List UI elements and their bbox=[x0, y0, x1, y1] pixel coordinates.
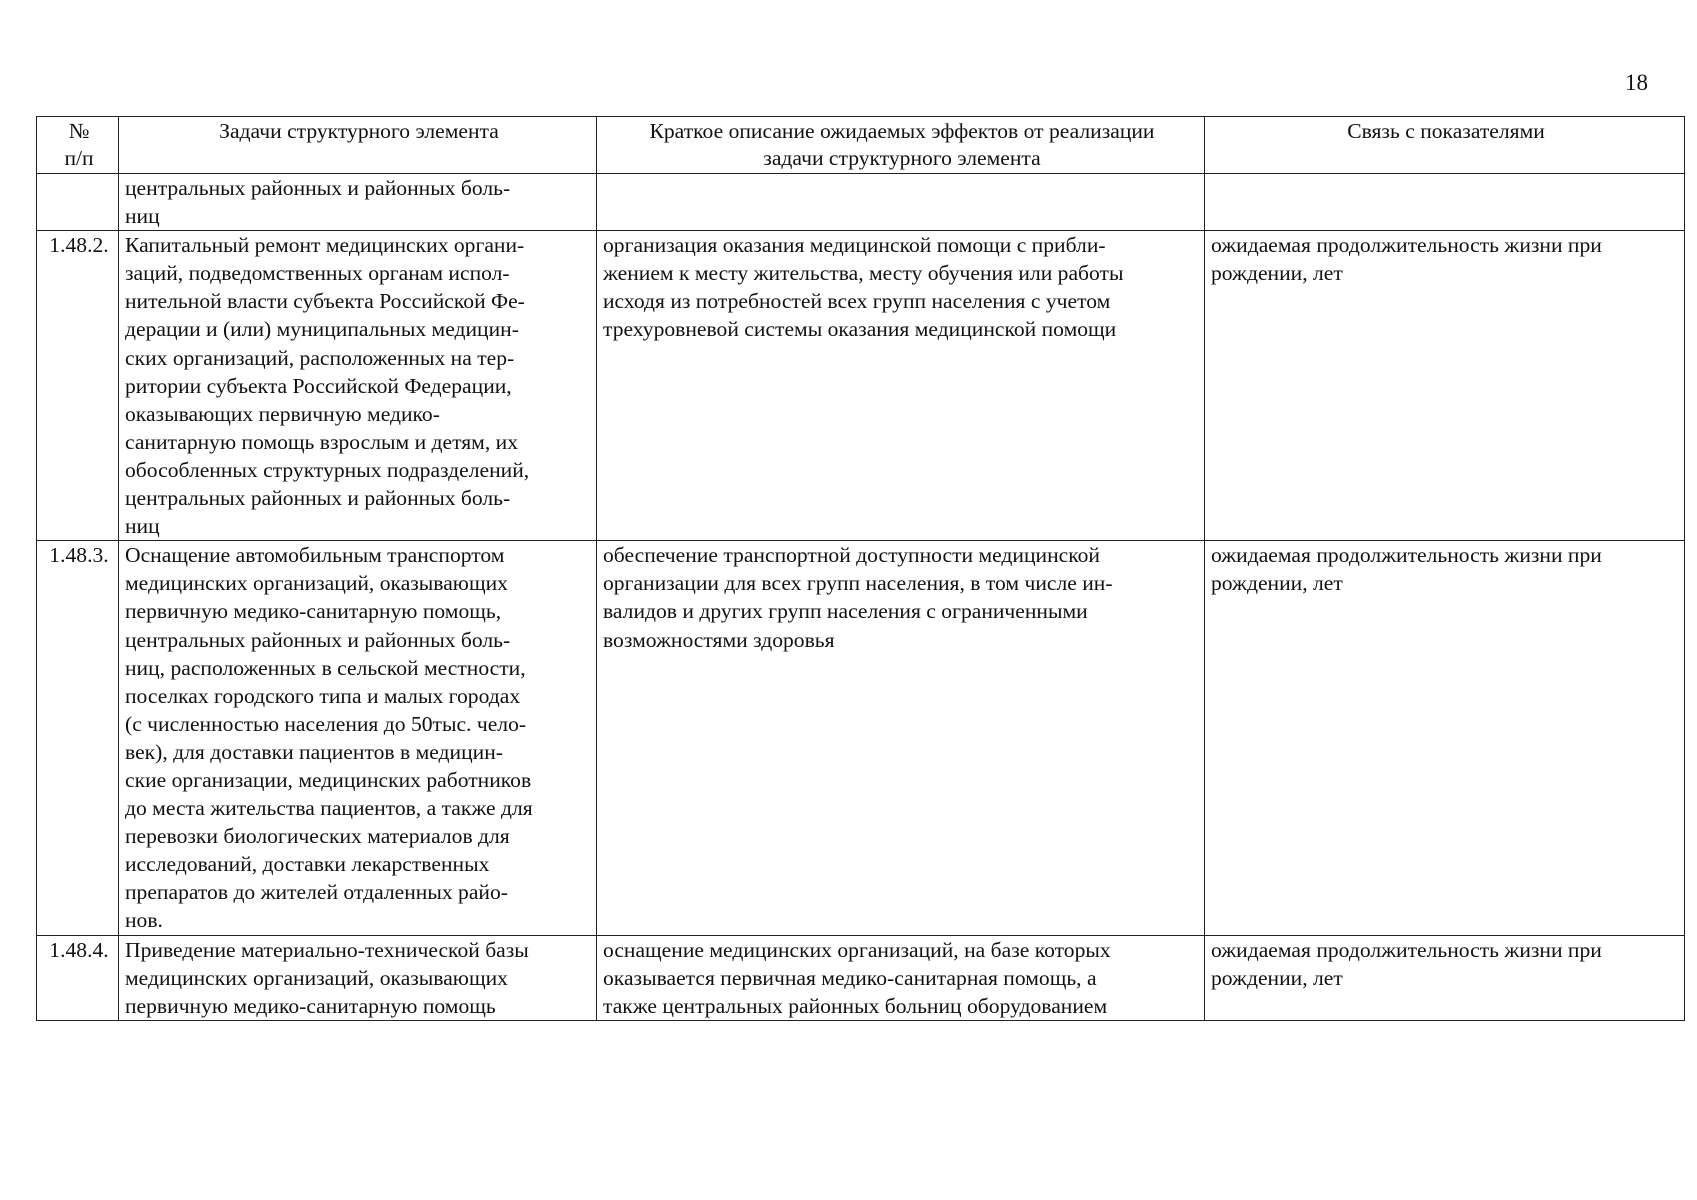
text-line: первичную медико-санитарную помощь bbox=[125, 993, 496, 1018]
text-line: препаратов до жителей отдаленных райо- bbox=[125, 880, 508, 905]
table-row bbox=[37, 174, 1685, 231]
effect-cell bbox=[597, 935, 1205, 1020]
text-line: п/п bbox=[64, 146, 94, 170]
text-line: ожидаемая продолжительность жизни при bbox=[1211, 937, 1602, 962]
text-line: ниц bbox=[125, 514, 160, 539]
text-line: ниц bbox=[125, 204, 160, 229]
text-line: рождении, лет bbox=[1211, 965, 1343, 990]
effect-cell bbox=[597, 541, 1205, 935]
text-line: Приведение материально-технической базы bbox=[125, 937, 529, 962]
text-line: ожидаемая продолжительность жизни при bbox=[1211, 543, 1602, 568]
text-line: исследований, доставки лекарственных bbox=[125, 852, 490, 877]
page-number: 18 bbox=[1625, 70, 1648, 95]
text-line: дерации и (или) муниципальных медицин- bbox=[125, 317, 519, 342]
row-number: 1.48.2. bbox=[37, 231, 119, 541]
text-line: Краткое описание ожидаемых эффектов от реализации bbox=[649, 119, 1155, 143]
text-line: оказывающих первичную медико- bbox=[125, 401, 440, 426]
text-line: до места жительства пациентов, а также для bbox=[125, 796, 533, 821]
text-line: Оснащение автомобильным транспортом bbox=[125, 543, 505, 568]
row-number bbox=[37, 174, 119, 231]
text-line: (с численностью населения до 50тыс. чело- bbox=[125, 711, 527, 736]
text-line: век), для доставки пациентов в медицин- bbox=[125, 739, 503, 764]
text-line: ритории субъекта Российской Федерации, bbox=[125, 373, 512, 398]
text-line: ские организации, медицинских работников bbox=[125, 767, 532, 792]
text-line: заций, подведомственных органам испол- bbox=[125, 261, 510, 286]
header-tasks bbox=[119, 117, 597, 174]
header-effects bbox=[597, 117, 1205, 174]
text-line: медицинских организаций, оказывающих bbox=[125, 571, 508, 596]
text-line: обособленных структурных подразделений, bbox=[125, 457, 530, 482]
text-line: жением к месту жительства, месту обучения или работы bbox=[603, 261, 1124, 286]
text-line: перевозки биологических материалов для bbox=[125, 824, 510, 849]
indicator-cell bbox=[1205, 935, 1685, 1020]
text-line: поселках городского типа и малых городах bbox=[125, 683, 521, 708]
text-line: организация оказания медицинской помощи с прибли- bbox=[603, 233, 1106, 258]
task-cell bbox=[119, 231, 597, 541]
text-line: возможностями здоровья bbox=[603, 627, 835, 652]
text-line: центральных районных и районных боль- bbox=[125, 627, 511, 652]
table-body bbox=[37, 174, 1685, 1021]
text-line: задачи структурного элемента bbox=[763, 146, 1041, 170]
text-line: обеспечение транспортной доступности медицинской bbox=[603, 543, 1100, 568]
task-cell bbox=[119, 935, 597, 1020]
row-number: 1.48.3. bbox=[37, 541, 119, 935]
task-cell bbox=[119, 174, 597, 231]
text-line: центральных районных и районных боль- bbox=[125, 176, 511, 200]
text-line: нов. bbox=[125, 908, 163, 933]
text-line: организации для всех групп населения, в том числе ин- bbox=[603, 571, 1113, 596]
text-line: Связь с показателями bbox=[1347, 119, 1545, 143]
text-line: также центральных районных больниц оборудованием bbox=[603, 993, 1108, 1018]
text-line: валидов и других групп населения с ограниченными bbox=[603, 599, 1088, 624]
structural-element-table bbox=[36, 116, 1685, 1021]
task-cell bbox=[119, 541, 597, 935]
text-line: исходя из потребностей всех групп населения с учетом bbox=[603, 289, 1111, 314]
text-line: медицинских организаций, оказывающих bbox=[125, 965, 508, 990]
header-num bbox=[37, 117, 119, 174]
text-line: рождении, лет bbox=[1211, 261, 1343, 286]
text-line: ожидаемая продолжительность жизни при bbox=[1211, 233, 1602, 258]
text-line: оказывается первичная медико-санитарная помощь, а bbox=[603, 965, 1097, 990]
text-line: Задачи структурного элемента bbox=[219, 119, 499, 143]
text-line: оснащение медицинских организаций, на базе которых bbox=[603, 937, 1111, 962]
text-line: ниц, расположенных в сельской местности, bbox=[125, 655, 526, 680]
row-number: 1.48.4. bbox=[37, 935, 119, 1020]
text-line: ских организаций, расположенных на тер- bbox=[125, 345, 515, 370]
text-line: первичную медико-санитарную помощь, bbox=[125, 599, 502, 624]
text-line: Капитальный ремонт медицинских органи- bbox=[125, 233, 525, 258]
text-line: № bbox=[68, 119, 90, 143]
effect-cell bbox=[597, 174, 1205, 231]
table-row bbox=[37, 231, 1685, 541]
text-line: рождении, лет bbox=[1211, 571, 1343, 596]
text-line: санитарную помощь взрослым и детям, их bbox=[125, 429, 519, 454]
text-line: трехуровневой системы оказания медицинской помощи bbox=[603, 317, 1117, 342]
effect-cell bbox=[597, 231, 1205, 541]
text-line: нительной власти субъекта Российской Фе- bbox=[125, 289, 525, 314]
indicator-cell bbox=[1205, 541, 1685, 935]
table-header bbox=[37, 117, 1685, 174]
indicator-cell bbox=[1205, 231, 1685, 541]
table-row bbox=[37, 935, 1685, 1020]
indicator-cell bbox=[1205, 174, 1685, 231]
header-indicators bbox=[1205, 117, 1685, 174]
header-row bbox=[37, 117, 1685, 174]
text-line: центральных районных и районных боль- bbox=[125, 486, 511, 511]
table-row bbox=[37, 541, 1685, 935]
